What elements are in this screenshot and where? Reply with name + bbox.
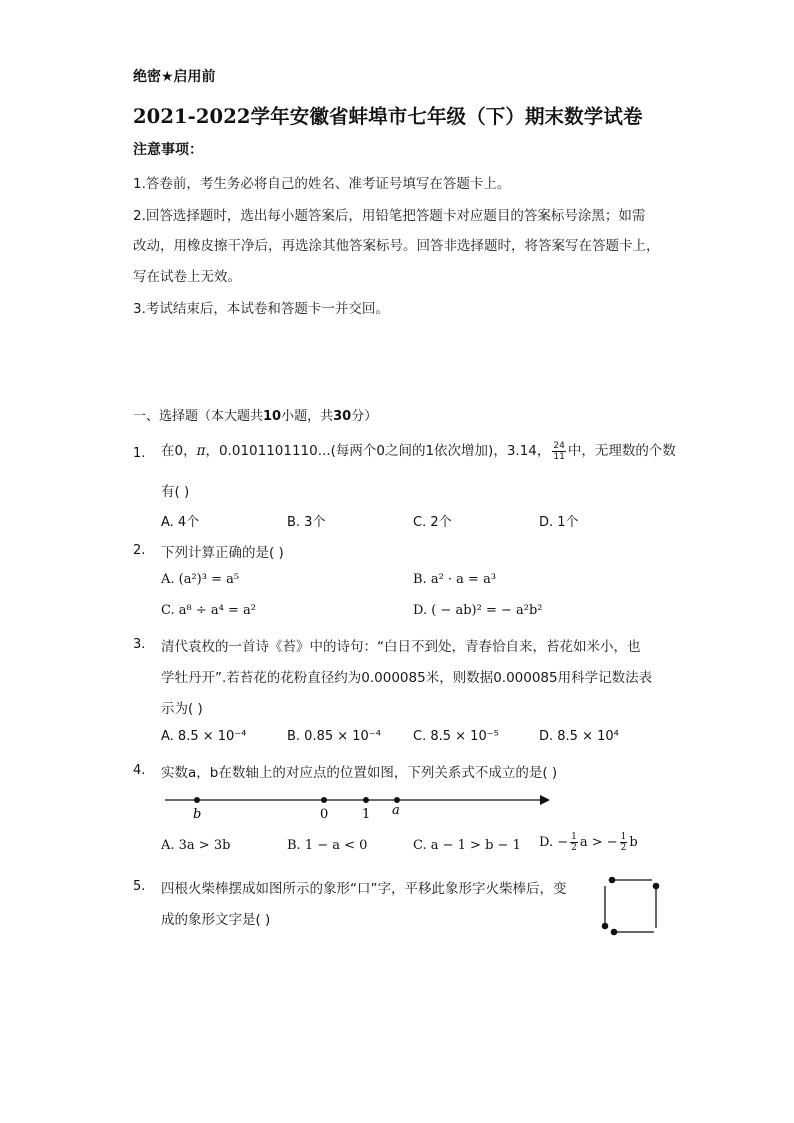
q4-option-b[interactable]: B. 1 − a < 0 [287, 838, 368, 853]
question-3-line-1: 清代袁枚的一首诗《苔》中的诗句：“白日不到处，青春恰自来，苔花如米小，也 [161, 639, 641, 655]
q4-option-d[interactable] [539, 832, 638, 854]
q1-text-c: 中，无理数的个数 [567, 443, 676, 459]
question-3-number: 3. [133, 637, 146, 652]
question-3-line-2: 学牡丹开”.若苔花的花粉直径约为0.000085米，则数据0.000085用科学记数法表 [161, 670, 653, 686]
match-head-top [609, 877, 616, 884]
q1-text-b: ，0.0101101110...(每两个0之间的1依次增加)，3.14， [205, 443, 551, 459]
q4-d-suffix: b [629, 835, 638, 850]
section-score: 30 [333, 409, 352, 424]
question-3-line-3: 示为( ) [161, 701, 203, 717]
fraction-denominator: 11 [553, 451, 565, 462]
section-heading [133, 405, 377, 424]
q1-option-c[interactable]: C. 2个 [413, 515, 452, 530]
section-mid: 小题，共 [281, 409, 334, 424]
q2-option-d[interactable]: D. ( − ab)² = − a²b² [413, 603, 543, 618]
point-zero [321, 797, 327, 803]
section-count: 10 [263, 409, 282, 424]
page-title: 2021-2022学年安徽省蚌埠市七年级（下）期末数学试卷 [133, 105, 643, 128]
label-zero: 0 [320, 807, 329, 822]
fraction-one-half [570, 832, 578, 853]
question-2-stem: 下列计算正确的是( ) [161, 545, 284, 561]
fraction-one-half-2 [620, 832, 628, 853]
match-head-bottom [611, 929, 618, 936]
q1-option-a[interactable]: A. 4个 [161, 515, 200, 530]
q4-d-mid: a > − [579, 835, 618, 850]
question-4-number: 4. [133, 763, 146, 778]
section-suffix: 分） [351, 409, 378, 424]
label-b: b [193, 807, 202, 822]
fraction-numerator: 1 [620, 832, 627, 842]
notice-item-2-line-2: 改动，用橡皮擦干净后，再选涂其他答案标号。回答非选择题时，将答案写在答题卡上， [133, 238, 660, 254]
notice-item-1: 1.答卷前，考生务必将自己的姓名、准考证号填写在答题卡上。 [133, 176, 511, 192]
pi-symbol: π [196, 443, 206, 459]
fraction-denominator: 2 [571, 843, 577, 853]
match-head-left [602, 923, 609, 930]
fraction-denominator: 2 [620, 843, 627, 853]
number-line-arrow [540, 795, 550, 805]
q2-option-c[interactable]: C. a⁸ ÷ a⁴ = a² [161, 603, 256, 618]
q1-option-b[interactable]: B. 3个 [287, 515, 326, 530]
label-one: 1 [362, 807, 371, 822]
q3-option-d[interactable]: D. 8.5 × 10⁴ [539, 729, 619, 744]
notice-item-2-line-1: 2.回答选择题时，选出每小题答案后，用铅笔把答题卡对应题目的答案标号涂黑；如需 [133, 208, 646, 224]
q3-option-c[interactable]: C. 8.5 × 10⁻⁵ [413, 729, 499, 744]
fraction-24-11 [552, 441, 565, 462]
match-head-right [653, 883, 660, 890]
question-1-number: 1. [133, 446, 146, 461]
point-one [363, 797, 369, 803]
question-5-number: 5. [133, 879, 146, 894]
q4-d-prefix: D. − [539, 835, 569, 850]
notice-item-2-line-3: 写在试卷上无效。 [133, 269, 241, 285]
question-5-line-2: 成的象形文字是( ) [161, 912, 271, 928]
fraction-numerator: 1 [571, 832, 577, 842]
q2-option-b[interactable]: B. a² · a = a³ [413, 572, 497, 587]
question-4-stem: 实数a，b在数轴上的对应点的位置如图，下列关系式不成立的是( ) [161, 765, 558, 781]
q3-option-b[interactable]: B. 0.85 × 10⁻⁴ [287, 729, 381, 744]
notice-item-3: 3.考试结束后，本试卷和答题卡一并交回。 [133, 301, 389, 317]
point-b [194, 797, 200, 803]
q4-option-a[interactable]: A. 3a > 3b [161, 838, 231, 853]
q1-text-a: 在0， [161, 443, 197, 459]
question-5-line-1: 四根火柴棒摆成如图所示的象形“口”字，平移此象形字火柴棒后，变 [161, 881, 567, 897]
q4-option-c[interactable]: C. a − 1 > b − 1 [413, 838, 521, 853]
section-prefix: 一、选择题（本大题共 [133, 409, 264, 424]
q3-option-a[interactable]: A. 8.5 × 10⁻⁴ [161, 729, 247, 744]
fraction-numerator: 24 [553, 440, 565, 451]
question-1-line-2: 有( ) [161, 484, 190, 500]
notice-heading: 注意事项： [133, 142, 203, 158]
question-2-number: 2. [133, 543, 146, 558]
label-a: a [392, 803, 400, 818]
number-line-figure [160, 788, 560, 828]
question-1-line-1 [161, 440, 676, 462]
q1-option-d[interactable]: D. 1个 [539, 515, 579, 530]
confidential-label: 绝密★启用前 [133, 69, 216, 85]
q2-option-a[interactable]: A. (a²)³ = a⁵ [161, 572, 240, 587]
matchstick-kou-figure [596, 872, 662, 938]
